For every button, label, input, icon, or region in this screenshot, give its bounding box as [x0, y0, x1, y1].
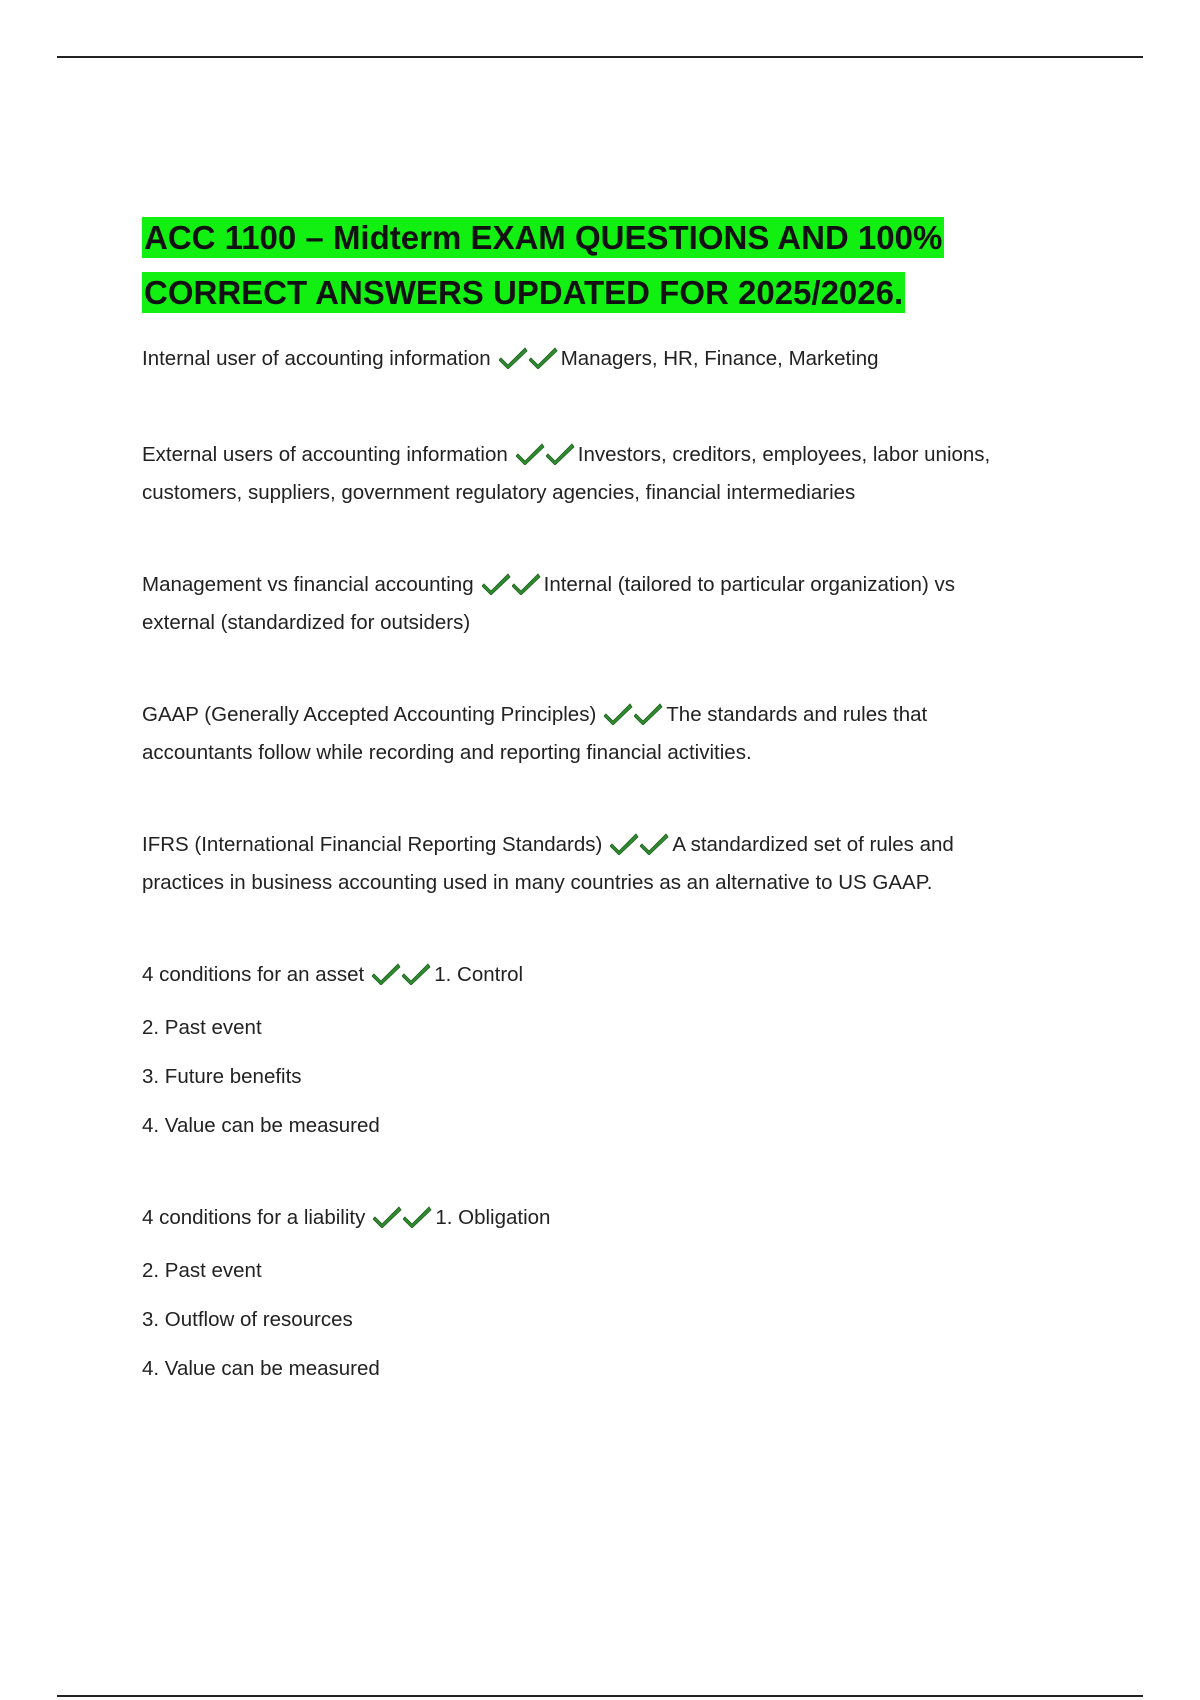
double-checkmark-icon [516, 441, 576, 476]
double-checkmark-icon [373, 1204, 433, 1239]
qa-first-line [142, 1201, 1062, 1239]
document-title [142, 210, 1062, 320]
double-checkmark-icon [604, 701, 664, 736]
qa-first-line [142, 698, 1062, 736]
answer-text: The standards and rules that [666, 703, 928, 726]
answer-list-item: 2. Past event [142, 1259, 262, 1282]
question-text: 4 conditions for a liability [142, 1206, 366, 1229]
answer-text: Internal (tailored to particular organization) vs [543, 573, 955, 596]
question-text: 4 conditions for an asset [142, 963, 365, 986]
answer-continuation-line: practices in business accounting used in many countries as an alternative to US GAAP. [142, 871, 933, 894]
qa-item [142, 828, 1062, 900]
qa-item [142, 568, 1062, 640]
title-line-2: CORRECT ANSWERS UPDATED FOR 2025/2026. [144, 274, 904, 311]
qa-item [142, 342, 1062, 380]
double-checkmark-icon [499, 345, 559, 380]
answer-continuation-line: customers, suppliers, government regulatory agencies, financial intermediaries [142, 481, 856, 504]
qa-first-line [142, 828, 1062, 866]
bottom-rule [57, 1695, 1143, 1697]
answer-continuation-line: external (standardized for outsiders) [142, 611, 471, 634]
title-line-1: ACC 1100 – Midterm EXAM QUESTIONS AND 100% [144, 219, 943, 256]
answer-list-item: 4. Value can be measured [142, 1357, 380, 1380]
qa-first-line [142, 958, 1062, 996]
question-text: External users of accounting information [142, 443, 508, 466]
answer-text: Managers, HR, Finance, Marketing [560, 347, 879, 370]
answer-list-item: 2. Past event [142, 1016, 262, 1039]
answer-continuation-line: accountants follow while recording and reporting financial activities. [142, 741, 752, 764]
qa-item [142, 698, 1062, 770]
double-checkmark-icon [610, 831, 670, 866]
qa-item [142, 438, 1062, 510]
answer-text: 1. Control [434, 963, 524, 986]
qa-first-line [142, 342, 1062, 380]
answer-list-item: 3. Future benefits [142, 1065, 302, 1088]
qa-item [142, 958, 1062, 1143]
top-rule [57, 56, 1143, 58]
qa-list [142, 342, 1062, 1386]
document-body [142, 210, 1062, 1386]
answer-list-item: 4. Value can be measured [142, 1114, 380, 1137]
answer-text: A standardized set of rules and [672, 833, 954, 856]
answer-list-item: 3. Outflow of resources [142, 1308, 353, 1331]
qa-first-line [142, 438, 1062, 476]
question-text: IFRS (International Financial Reporting Standards) [142, 833, 603, 856]
qa-item [142, 1201, 1062, 1386]
answer-text: 1. Obligation [435, 1206, 551, 1229]
qa-first-line [142, 568, 1062, 606]
answer-text: Investors, creditors, employees, labor unions, [577, 443, 991, 466]
question-text: Internal user of accounting information [142, 347, 491, 370]
double-checkmark-icon [482, 571, 542, 606]
double-checkmark-icon [372, 961, 432, 996]
question-text: GAAP (Generally Accepted Accounting Principles) [142, 703, 597, 726]
question-text: Management vs financial accounting [142, 573, 474, 596]
